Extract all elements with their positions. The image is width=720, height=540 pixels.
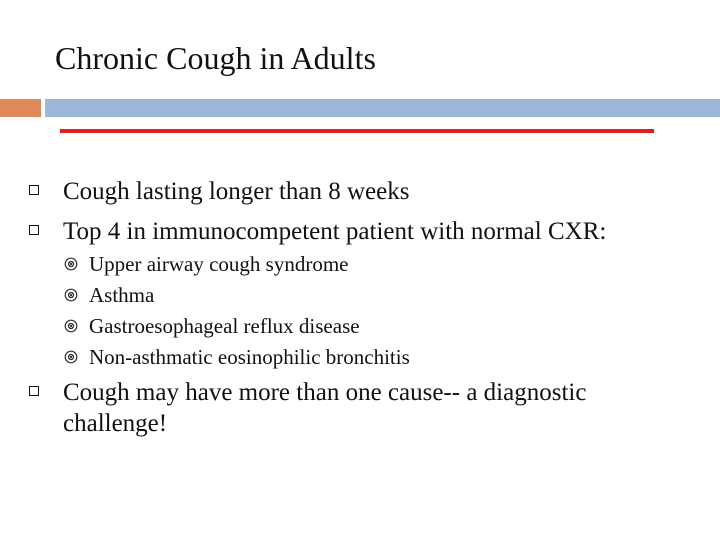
sub-bullet-upper-airway <box>89 251 349 277</box>
sub-bullet-text: Upper airway cough syndrome <box>89 252 349 276</box>
blue-accent-bar <box>45 99 720 117</box>
target-bullet-icon <box>64 319 78 333</box>
target-bullet-icon <box>64 257 78 271</box>
red-divider-rule <box>60 129 654 133</box>
square-bullet-icon <box>29 225 39 235</box>
target-bullet-icon <box>64 350 78 364</box>
sub-bullet-text: Non-asthmatic eosinophilic bronchitis <box>89 345 410 369</box>
sub-bullet-asthma <box>89 282 154 308</box>
target-bullet-icon <box>64 288 78 302</box>
bullet-text: Top 4 in immunocompetent patient with normal CXR: <box>63 218 607 245</box>
sub-bullet-naeb <box>89 344 410 370</box>
bullet-text-line-2: challenge! <box>63 410 168 437</box>
bullet-multiple-causes <box>63 377 586 439</box>
bullet-top-four <box>63 216 606 247</box>
sub-bullet-text: Asthma <box>89 283 155 307</box>
slide-title: Chronic Cough in Adults <box>55 40 376 76</box>
orange-accent-bar <box>0 99 41 117</box>
square-bullet-icon <box>29 386 39 396</box>
square-bullet-icon <box>29 185 39 195</box>
sub-bullet-text: Gastroesophageal reflux disease <box>89 314 360 338</box>
bullet-cough-duration <box>63 176 409 207</box>
sub-bullet-gerd <box>89 313 360 339</box>
bullet-text: Cough lasting longer than 8 weeks <box>63 178 410 205</box>
bullet-text-line-1: Cough may have more than one cause-- a diagnostic <box>63 379 587 406</box>
